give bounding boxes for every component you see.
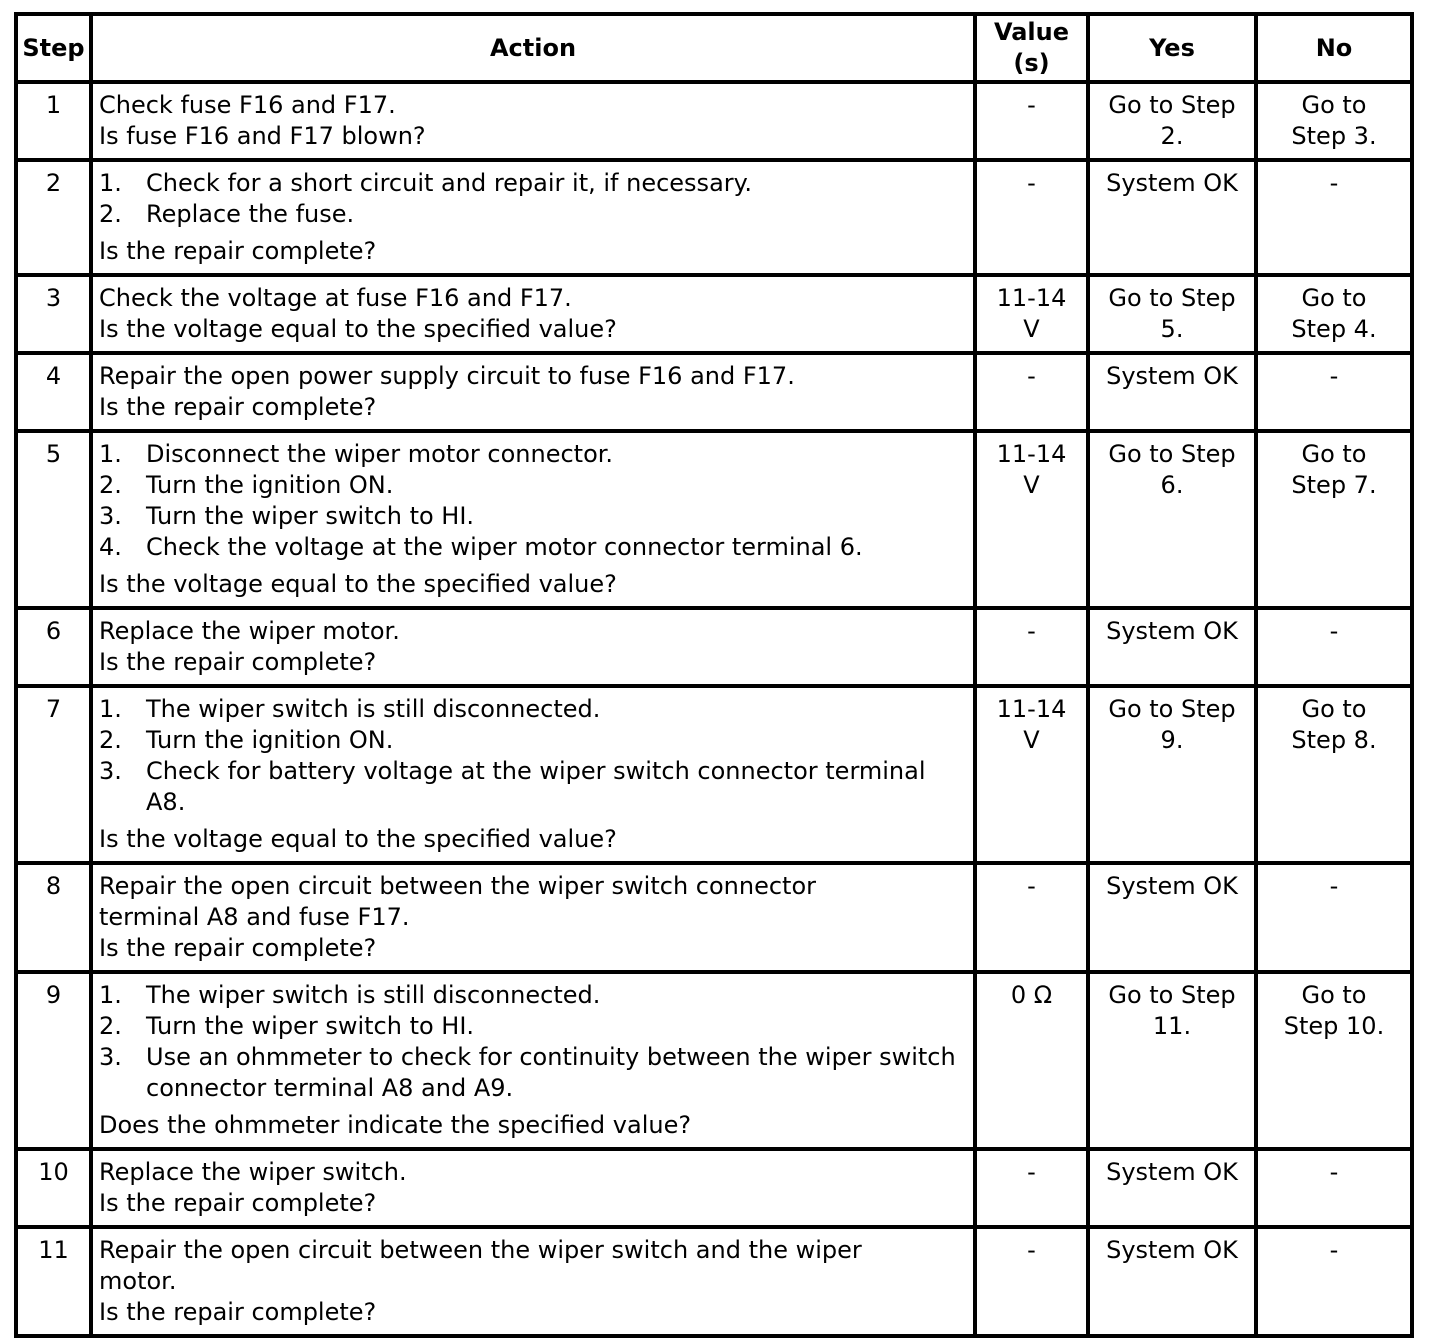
diagnostic-table (14, 12, 1414, 1338)
action-step-item (99, 756, 965, 818)
yes-cell (1088, 160, 1256, 275)
item-text: Turn the wiper switch to HI. (146, 502, 475, 530)
value-cell (975, 431, 1088, 608)
no-cell (1256, 608, 1412, 686)
no-line: - (1329, 169, 1339, 197)
yes-cell (1088, 608, 1256, 686)
no-cell (1256, 275, 1412, 353)
value-line: 11-14 (996, 440, 1067, 468)
item-number: 1. (99, 695, 122, 723)
step-cell: 9 (16, 972, 91, 1149)
header-row (16, 14, 1412, 82)
yes-line: System OK (1106, 617, 1238, 645)
value-line: - (1027, 169, 1036, 197)
yes-cell (1088, 431, 1256, 608)
no-line: Step 8. (1291, 726, 1377, 754)
no-cell (1256, 431, 1412, 608)
table-row (16, 353, 1412, 431)
header-step: Step (16, 14, 91, 82)
step-cell: 3 (16, 275, 91, 353)
value-cell (975, 608, 1088, 686)
step-cell: 7 (16, 686, 91, 863)
item-number: 1. (99, 440, 122, 468)
no-line: Go to (1301, 695, 1367, 723)
yes-line: Go to Step (1108, 695, 1236, 723)
table-row (16, 686, 1412, 863)
no-line: - (1329, 872, 1339, 900)
step-cell: 2 (16, 160, 91, 275)
item-text: Use an ohmmeter to check for continuity between the wiper switch connector terminal A8 and A9. (146, 1043, 956, 1102)
action-cell (91, 1227, 975, 1336)
action-line: terminal A8 and fuse F17. (99, 903, 410, 931)
yes-cell (1088, 1149, 1256, 1227)
item-text: Check for a short circuit and repair it, if necessary. (146, 169, 753, 197)
action-cell (91, 275, 975, 353)
action-step-item (99, 980, 965, 1011)
no-line: - (1329, 617, 1339, 645)
action-cell (91, 82, 975, 160)
item-number: 3. (99, 1043, 122, 1071)
yes-cell (1088, 686, 1256, 863)
yes-line: Go to Step (1108, 440, 1236, 468)
value-line: 0 Ω (1010, 981, 1053, 1009)
action-question: Is the voltage equal to the specified value? (99, 570, 617, 598)
value-cell (975, 82, 1088, 160)
table-row (16, 972, 1412, 1149)
yes-line: System OK (1106, 169, 1238, 197)
action-line: Is the repair complete? (99, 934, 377, 962)
table-row (16, 608, 1412, 686)
no-cell (1256, 353, 1412, 431)
value-line: - (1027, 617, 1036, 645)
table-row (16, 863, 1412, 972)
item-text: Replace the fuse. (146, 200, 355, 228)
action-question: Is the voltage equal to the specified value? (99, 825, 617, 853)
action-cell (91, 686, 975, 863)
value-line: - (1027, 1236, 1036, 1264)
action-step-item (99, 199, 965, 230)
step-cell: 1 (16, 82, 91, 160)
action-step-item (99, 725, 965, 756)
item-text: The wiper switch is still disconnected. (146, 695, 601, 723)
no-line: - (1329, 362, 1339, 390)
yes-line: 11. (1152, 1012, 1192, 1040)
action-step-item (99, 168, 965, 199)
yes-line: Go to Step (1108, 91, 1236, 119)
action-line: motor. (99, 1267, 177, 1295)
item-number: 2. (99, 471, 122, 499)
action-step-item (99, 532, 965, 563)
no-cell (1256, 972, 1412, 1149)
action-line: Is the repair complete? (99, 1189, 377, 1217)
action-line: Check the voltage at fuse F16 and F17. (99, 284, 572, 312)
yes-cell (1088, 275, 1256, 353)
value-cell (975, 686, 1088, 863)
no-line: Step 7. (1291, 471, 1377, 499)
header-yes: Yes (1088, 14, 1256, 82)
no-line: Go to (1301, 440, 1367, 468)
action-step-item (99, 439, 965, 470)
table-row (16, 1227, 1412, 1336)
action-line: Is the repair complete? (99, 1298, 377, 1326)
step-cell: 5 (16, 431, 91, 608)
item-number: 3. (99, 757, 122, 785)
action-line: Is fuse F16 and F17 blown? (99, 122, 426, 150)
table-body (16, 82, 1412, 1336)
yes-cell (1088, 972, 1256, 1149)
action-cell (91, 1149, 975, 1227)
no-line: - (1329, 1158, 1339, 1186)
value-cell (975, 863, 1088, 972)
step-cell: 6 (16, 608, 91, 686)
no-line: Go to (1301, 91, 1367, 119)
no-cell (1256, 863, 1412, 972)
value-line: - (1027, 1158, 1036, 1186)
value-line: - (1027, 872, 1036, 900)
yes-cell (1088, 863, 1256, 972)
no-line: Go to (1301, 981, 1367, 1009)
yes-line: System OK (1106, 1236, 1238, 1264)
yes-line: 2. (1160, 122, 1184, 150)
header-value-line1: Value (993, 18, 1070, 46)
yes-cell (1088, 353, 1256, 431)
item-text: The wiper switch is still disconnected. (146, 981, 601, 1009)
item-text: Check for battery voltage at the wiper switch connector terminal A8. (146, 757, 926, 816)
value-cell (975, 1227, 1088, 1336)
action-cell (91, 431, 975, 608)
step-cell: 10 (16, 1149, 91, 1227)
yes-cell (1088, 82, 1256, 160)
action-step-item (99, 501, 965, 532)
action-question: Does the ohmmeter indicate the specified value? (99, 1111, 692, 1139)
header-action: Action (91, 14, 975, 82)
item-text: Turn the wiper switch to HI. (146, 1012, 475, 1040)
step-cell: 8 (16, 863, 91, 972)
value-line: 11-14 (996, 284, 1067, 312)
item-text: Turn the ignition ON. (146, 726, 394, 754)
header-value-line2: (s) (1013, 49, 1050, 77)
header-value (975, 14, 1088, 82)
item-text: Disconnect the wiper motor connector. (146, 440, 614, 468)
no-line: Step 3. (1291, 122, 1377, 150)
item-number: 1. (99, 981, 122, 1009)
value-cell (975, 972, 1088, 1149)
no-cell (1256, 686, 1412, 863)
action-step-item (99, 470, 965, 501)
value-line: - (1027, 362, 1036, 390)
value-line: V (1023, 726, 1040, 754)
action-line: Repair the open power supply circuit to fuse F16 and F17. (99, 362, 795, 390)
item-number: 3. (99, 502, 122, 530)
no-line: - (1329, 1236, 1339, 1264)
action-line: Replace the wiper motor. (99, 617, 400, 645)
action-cell (91, 972, 975, 1149)
item-number: 4. (99, 533, 122, 561)
step-cell: 11 (16, 1227, 91, 1336)
item-text: Turn the ignition ON. (146, 471, 394, 499)
yes-line: 5. (1160, 315, 1184, 343)
yes-line: System OK (1106, 872, 1238, 900)
yes-line: Go to Step (1108, 981, 1236, 1009)
no-cell (1256, 1149, 1412, 1227)
yes-line: Go to Step (1108, 284, 1236, 312)
table-row (16, 82, 1412, 160)
table-row (16, 275, 1412, 353)
action-cell (91, 160, 975, 275)
table-row (16, 431, 1412, 608)
action-cell (91, 353, 975, 431)
table-row (16, 160, 1412, 275)
item-number: 2. (99, 1012, 122, 1040)
yes-line: 6. (1160, 471, 1184, 499)
action-cell (91, 608, 975, 686)
no-line: Step 10. (1283, 1012, 1385, 1040)
item-number: 1. (99, 169, 122, 197)
yes-line: 9. (1160, 726, 1184, 754)
action-step-item (99, 1042, 965, 1104)
action-line: Is the repair complete? (99, 393, 377, 421)
no-line: Go to (1301, 284, 1367, 312)
item-number: 2. (99, 200, 122, 228)
value-cell (975, 160, 1088, 275)
no-cell (1256, 160, 1412, 275)
item-number: 2. (99, 726, 122, 754)
action-step-item (99, 694, 965, 725)
value-cell (975, 353, 1088, 431)
action-question: Is the repair complete? (99, 237, 377, 265)
action-cell (91, 863, 975, 972)
action-line: Repair the open circuit between the wiper switch connector (99, 872, 817, 900)
value-cell (975, 275, 1088, 353)
value-line: V (1023, 471, 1040, 499)
action-line: Check fuse F16 and F17. (99, 91, 396, 119)
step-cell: 4 (16, 353, 91, 431)
header-no: No (1256, 14, 1412, 82)
value-line: 11-14 (996, 695, 1067, 723)
action-line: Is the voltage equal to the specified value? (99, 315, 617, 343)
yes-line: System OK (1106, 1158, 1238, 1186)
yes-line: System OK (1106, 362, 1238, 390)
no-line: Step 4. (1291, 315, 1377, 343)
yes-cell (1088, 1227, 1256, 1336)
value-line: V (1023, 315, 1040, 343)
action-line: Replace the wiper switch. (99, 1158, 407, 1186)
action-step-item (99, 1011, 965, 1042)
table-row (16, 1149, 1412, 1227)
value-line: - (1027, 91, 1036, 119)
no-cell (1256, 1227, 1412, 1336)
action-line: Is the repair complete? (99, 648, 377, 676)
action-line: Repair the open circuit between the wiper switch and the wiper (99, 1236, 862, 1264)
value-cell (975, 1149, 1088, 1227)
item-text: Check the voltage at the wiper motor connector terminal 6. (146, 533, 863, 561)
no-cell (1256, 82, 1412, 160)
